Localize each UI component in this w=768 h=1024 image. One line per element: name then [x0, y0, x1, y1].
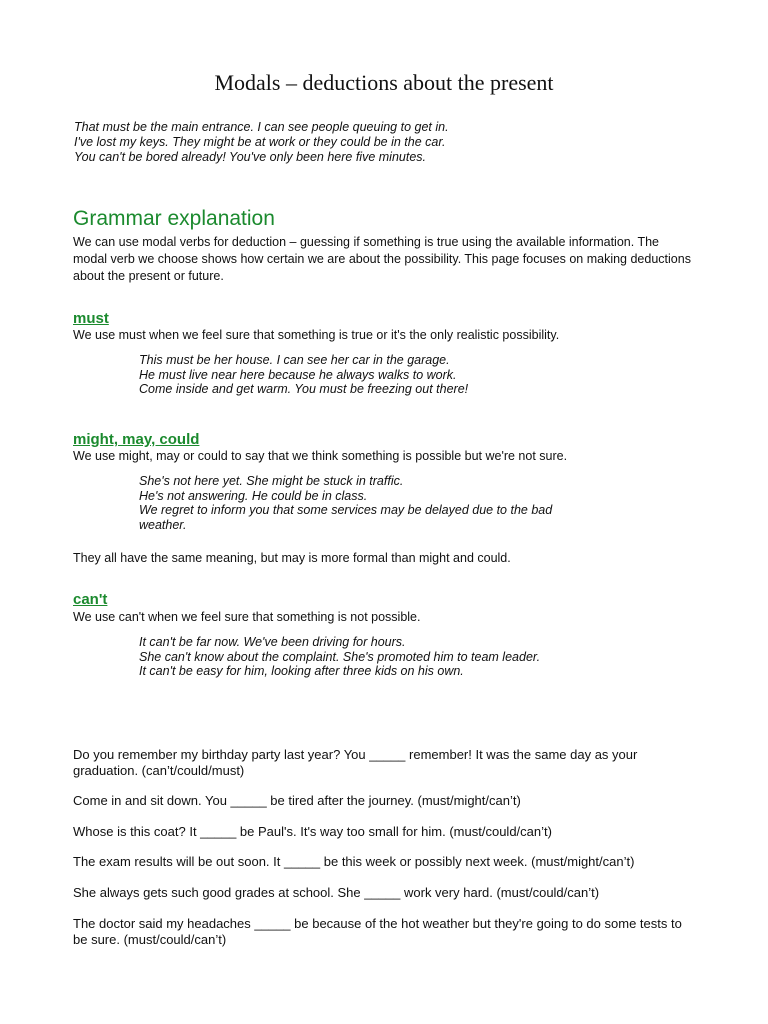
cant-examples: [139, 635, 599, 679]
example-sentence: It can't be easy for him, looking after three kids on his own.: [139, 664, 464, 679]
must-text: We use must when we feel sure that something is true or it's the only realistic possibility.: [73, 328, 560, 342]
exercise-question: Whose is this coat? It _____ be Paul's. It's way too small for him. (must/could/can’t): [73, 824, 552, 839]
intro-example: I've lost my keys. They might be at work or they could be in the car.: [74, 135, 446, 149]
exercise-question: The exam results will be out soon. It _____ be this week or possibly next week. (must/might/can’t): [73, 854, 635, 869]
example-sentence: It can't be far now. We've been driving for hours.: [139, 635, 406, 649]
page-title: Modals – deductions about the present: [214, 70, 554, 95]
exercise-question: She always gets such good grades at school. She _____ work very hard. (must/could/can’t): [73, 885, 600, 900]
intro-examples: [74, 120, 714, 165]
intro-example: That must be the main entrance. I can see people queuing to get in.: [74, 120, 449, 134]
example-sentence: She's not here yet. She might be stuck in traffic.: [139, 474, 404, 488]
exercise-question: The doctor said my headaches _____ be because of the hot weather but they're going to do some tests to be sure. (must/could/can’t): [73, 916, 682, 947]
must-examples: [139, 353, 599, 397]
example-sentence: He's not answering. He could be in class.: [139, 488, 368, 503]
might-examples: [139, 474, 599, 533]
might-note: They all have the same meaning, but may is more formal than might and could.: [73, 551, 511, 565]
intro-example: You can't be bored already! You've only been here five minutes.: [74, 150, 427, 164]
exercise-question: Do you remember my birthday party last year? You _____ remember! It was the same day as your graduation. (can’t/could/must): [73, 747, 638, 778]
example-sentence: She can't know about the complaint. She's promoted him to team leader.: [139, 649, 541, 664]
might-heading: might, may, could: [73, 431, 200, 448]
example-sentence: This must be her house. I can see her car in the garage.: [139, 353, 450, 367]
grammar-heading: Grammar explanation: [73, 207, 275, 230]
example-sentence: We regret to inform you that some services may be delayed due to the bad weather.: [139, 503, 553, 533]
example-sentence: Come inside and get warm. You must be freezing out there!: [139, 382, 469, 397]
example-sentence: He must live near here because he always walks to work.: [139, 367, 457, 382]
grammar-text: We can use modal verbs for deduction – guessing if something is true using the available information. The modal verb we choose shows how certain we are about the possibility. This page focuses on making deductions about the present or future.: [73, 235, 691, 283]
must-heading: must: [73, 310, 109, 327]
exercise-question: Come in and sit down. You _____ be tired after the journey. (must/might/can’t): [73, 793, 521, 808]
cant-text: We use can't when we feel sure that something is not possible.: [73, 610, 421, 624]
might-text: We use might, may or could to say that we think something is possible but we're not sure.: [73, 449, 568, 463]
cant-heading: can't: [73, 591, 108, 608]
